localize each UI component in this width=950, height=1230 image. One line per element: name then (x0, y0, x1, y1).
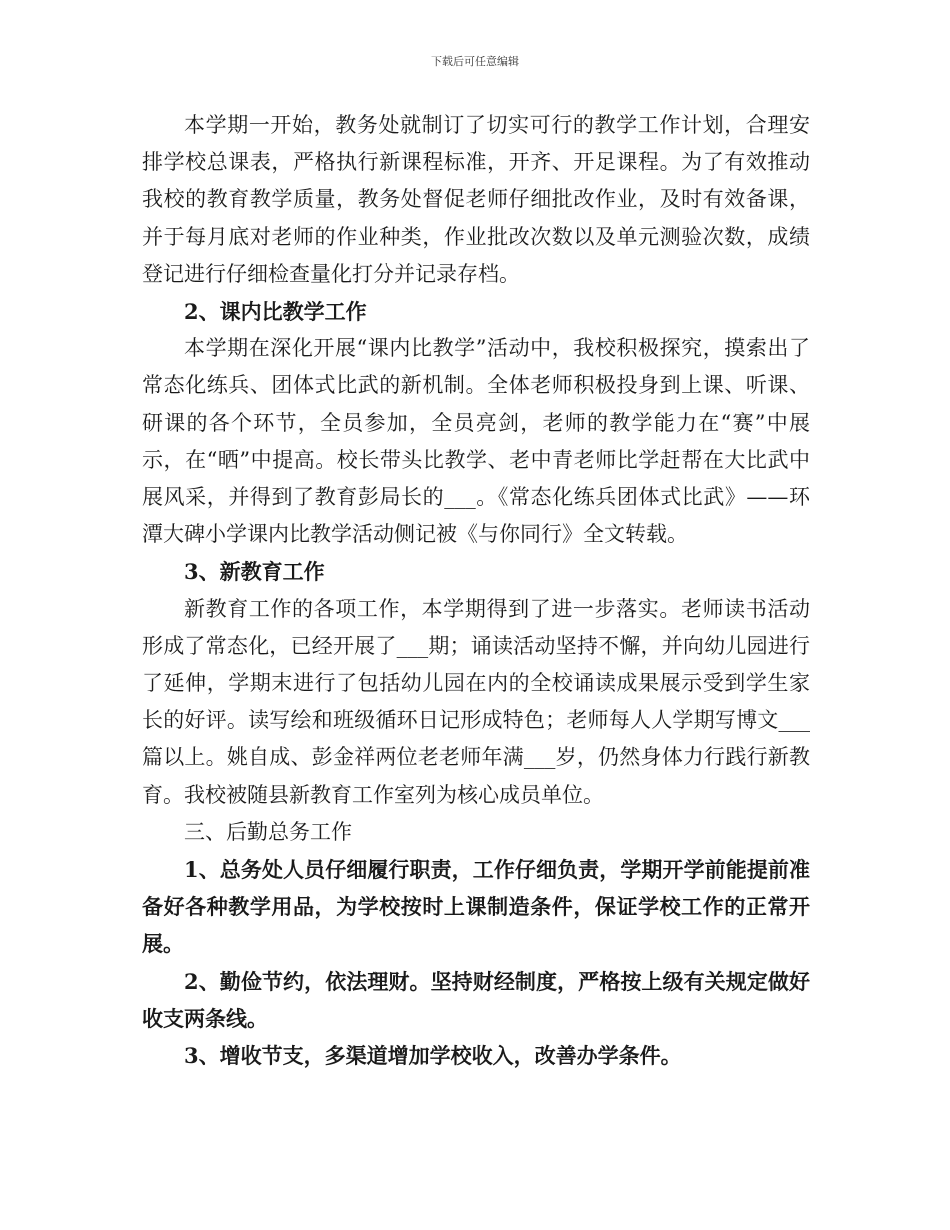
paragraph-logistics-item-2: 2、勤俭节约，依法理财。坚持财经制度，严格按上级有关规定做好收支两条线。 (142, 968, 810, 1031)
paragraph-logistics-item-3: 3、增收节支，多渠道增加学校收入，改善办学条件。 (184, 1043, 682, 1069)
paragraph-logistics-item-1: 1、总务处人员仔细履行职责，工作仔细负责，学期开学前能提前准备好各种教学用品，为学校按时上课制造条件，保证学校工作的正常开展。 (142, 857, 810, 957)
paragraph-new-education: 新教育工作的各项工作，本学期得到了进一步落实。老师读书活动形成了常态化，已经开展了___期；诵读活动坚持不懈，并向幼儿园进行了延伸，学期末进行了包括幼儿园在内的全校诵读成果展示受到学生家长的好评。读写绘和班级循环日记形成特色；老师每人人学期写博文___篇以上。姚自成、彭金祥两位老老师年满___岁，仍然身体力行践行新教育。我校被随县新教育工作室列为核心成员单位。 (142, 596, 810, 807)
page-header: 下载后可任意编辑 (431, 55, 519, 68)
section-heading-new-education: 3、新教育工作 (184, 559, 325, 585)
paragraph-classroom-teaching: 本学期在深化开展“课内比教学”活动中，我校积极探究，摸索出了常态化练兵、团体式比武的新机制。全体老师积极投身到上课、听课、研课的各个环节，全员参加，全员亮剑，老师的教学能力在“赛”中展示，在“晒”中提高。校长带头比教学、老中青老师比学赶帮在大比武中展风采，并得到了教育彭局长的___。《常态化练兵团体式比武》——环潭大碑小学课内比教学活动侧记被《与你同行》全文转载。 (142, 336, 810, 547)
document-body (142, 107, 810, 1074)
section-heading-classroom-teaching: 2、课内比教学工作 (184, 299, 367, 325)
section-heading-logistics: 三、后勤总务工作 (184, 819, 352, 844)
paragraph-teaching-plan: 本学期一开始，教务处就制订了切实可行的教学工作计划，合理安排学校总课表，严格执行新课程标准，开齐、开足课程。为了有效推动我校的教育教学质量，教务处督促老师仔细批改作业，及时有效备课，并于每月底对老师的作业种类，作业批改次数以及单元测验次数，成绩登记进行仔细检查量化打分并记录存档。 (142, 113, 810, 286)
